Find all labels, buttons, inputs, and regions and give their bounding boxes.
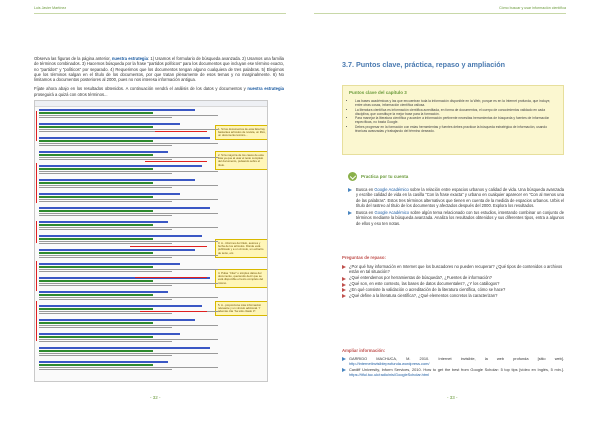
result-source-line — [39, 126, 153, 128]
callout-arrow — [130, 246, 207, 247]
running-header-left: Luis Javier Martínez — [34, 6, 67, 10]
result-entry[interactable] — [39, 347, 229, 357]
result-source-line — [39, 238, 153, 240]
key-points-title: Puntos clave del capítulo 3 — [349, 90, 407, 95]
search-results-screenshot — [34, 100, 268, 382]
result-snippet-line — [39, 213, 218, 214]
highlight-marker — [36, 261, 37, 291]
highlight-marker — [36, 163, 37, 203]
result-snippet-line — [39, 327, 172, 328]
callout-3: 3. A - informes del título, autores y fecha de los artículos. Dónde está publicado y a un vínculo, un extracto de texto, etc. — [215, 239, 268, 258]
result-snippet-line — [39, 297, 218, 298]
key-point: • Las bases académicas y las que encuentran toda la información disponible en la Web, porque es en la Internet profunda, que incluye, entre otras cosas, información científica valiosa. — [355, 99, 557, 107]
result-snippet-line — [39, 215, 172, 216]
further-info-title: Ampliar información: — [342, 348, 386, 353]
result-title-line[interactable] — [39, 221, 168, 223]
result-source-line — [39, 280, 153, 282]
result-snippet-line — [39, 115, 218, 116]
result-title-line[interactable] — [39, 193, 180, 195]
result-entry[interactable] — [39, 179, 229, 189]
result-source-line — [39, 294, 153, 296]
result-snippet-line — [39, 173, 172, 174]
result-snippet-line — [39, 117, 172, 118]
result-title-line[interactable] — [39, 109, 195, 111]
google-scholar-link[interactable]: Google Académico — [374, 187, 409, 192]
page-number-left: - 32 - — [150, 395, 161, 400]
result-snippet-line — [39, 283, 218, 284]
result-title-line[interactable] — [39, 179, 195, 181]
result-snippet-line — [39, 227, 218, 228]
intro-paragraph: Observa las figuras de la página anterior, nuestra estrategia: 1) Usamos el formulario de búsqueda avanzada. 2) Usamos una familia de términos combinados. 3) Hacemos búsqueda por la frase “partidos políticos” para los documentos que incluyan ese término exacto, no “partidos” y “políticos” por separado. 4) Requerimos que los documentos tengan alguno cualquiera de tres palabras. 5) Elegimos que los términos salgan en el título de los documentos, por que tratan plenamente de esos temas y no marginalmente. 6) No limitamos a documentos posteriores al 2000, pues no nos interesa información antigua. — [34, 56, 284, 83]
result-source-line — [39, 224, 153, 226]
result-entry[interactable] — [39, 305, 229, 315]
result-source-line — [39, 182, 153, 184]
result-snippet-line — [39, 229, 172, 230]
result-entry[interactable] — [39, 277, 229, 287]
result-entry[interactable] — [39, 235, 229, 245]
highlight-marker — [36, 301, 37, 341]
result-snippet-line — [39, 143, 218, 144]
result-snippet-line — [39, 299, 172, 300]
result-title-line[interactable] — [39, 319, 195, 321]
review-question: ¿En qué consiste la validación o acreditación de la literatura científica, cómo se hace? — [342, 287, 564, 292]
result-source-line — [39, 112, 153, 114]
result-snippet-line — [39, 129, 218, 130]
result-snippet-line — [39, 187, 172, 188]
result-entry[interactable] — [39, 221, 229, 231]
result-entry[interactable] — [39, 137, 229, 147]
result-title-line[interactable] — [39, 305, 202, 307]
review-questions-title: Preguntas de repaso: — [342, 255, 386, 260]
review-questions-list — [342, 264, 564, 299]
result-snippet-line — [39, 243, 172, 244]
left-page-text — [34, 56, 284, 101]
practice-item-2: Busca en Google Académico sobre algún tema relacionado con tus estudios, intentando combinar un conjunto de términos mediante la búsqueda avanzada. Analiza los resultados obtenidos y sus diferentes tipos, entra a algunos de ellos y eso ten notas. — [348, 210, 564, 226]
result-snippet-line — [39, 157, 218, 158]
result-source-line — [39, 308, 153, 310]
key-points-list — [349, 99, 557, 133]
result-title-line[interactable] — [39, 165, 202, 167]
running-header-right: Cómo buscar y usar información científica — [499, 6, 566, 10]
result-snippet-line — [39, 269, 218, 270]
section-title: 3.7. Puntos clave, práctica, repaso y ampliación — [342, 60, 505, 69]
result-entry[interactable] — [39, 207, 229, 217]
further-info-list — [342, 356, 564, 377]
key-points-box — [342, 85, 564, 155]
result-snippet-line — [39, 325, 218, 326]
practice-title: Practica por tu cuenta — [361, 174, 409, 179]
result-entry[interactable] — [39, 333, 229, 343]
google-scholar-link-2[interactable]: Google Académico — [374, 210, 410, 216]
result-snippet-line — [39, 367, 218, 368]
page-number-right: - 33 - — [447, 395, 458, 400]
callout-1: 1. Si los documentos de esta lista hay bastantes artículos de revista, un libro, un documento técnico... — [215, 125, 268, 140]
result-title-line[interactable] — [39, 151, 168, 153]
result-title-line[interactable] — [39, 347, 210, 349]
result-source-line — [39, 322, 153, 324]
result-entry[interactable] — [39, 361, 229, 371]
review-question: ¿Qué define a la literatura científica?, ¿Qué elementos concretos la caracterizan? — [342, 293, 564, 298]
result-source-line — [39, 154, 153, 156]
result-source-line — [39, 210, 153, 212]
result-snippet-line — [39, 369, 172, 370]
result-entry[interactable] — [39, 249, 229, 259]
result-source-line — [39, 266, 153, 268]
result-entry[interactable] — [39, 319, 229, 329]
key-point: • Para manejar la literatura científica y acceder a información pertinente necesitas herramientas de búsqueda y fuentes de información específicas, no basta Google. — [355, 116, 557, 124]
result-title-line[interactable] — [39, 137, 210, 139]
strategy-link[interactable]: nuestra estrategia — [111, 56, 148, 61]
result-snippet-line — [39, 159, 172, 160]
reference-link-1[interactable]: http://internetinvisibleprofunda.wordpress.com/ — [349, 361, 430, 367]
result-source-line — [39, 336, 153, 338]
result-entry[interactable] — [39, 263, 229, 273]
review-question: ¿Por qué hay información en Internet que los buscadores no pueden recuperar? ¿Qué tipos de contenidos o archivos están en tal situación? — [342, 264, 564, 275]
callout-arrow — [145, 161, 207, 162]
result-title-line[interactable] — [39, 249, 195, 251]
result-snippet-line — [39, 131, 172, 132]
result-source-line — [39, 350, 153, 352]
result-entry[interactable] — [39, 151, 229, 161]
review-question: ¿Qué son, en este contexto, las bases de datos documentales?, ¿Y los catálogos? — [342, 281, 564, 286]
result-entry[interactable] — [39, 165, 229, 175]
results-toolbar — [35, 101, 267, 107]
result-title-line[interactable] — [39, 235, 202, 237]
key-point: • La literatura científica es información científica acreditada, en forma de documentos, el cuerpo de conocimientos validado en cada disciplina, que constituye la mejor base para la formación. — [355, 108, 557, 116]
result-title-line[interactable] — [39, 123, 180, 125]
result-snippet-line — [39, 313, 172, 314]
result-snippet-line — [39, 185, 218, 186]
result-source-line — [39, 364, 153, 366]
result-snippet-line — [39, 255, 218, 256]
result-source-line — [39, 252, 153, 254]
callout-2: 2. Si la mayoría de los casos de esta lista ya que al usar el texto completo del documento, pulsando sobre el título. — [215, 151, 268, 170]
result-snippet-line — [39, 353, 218, 354]
header-rule-right — [314, 13, 566, 14]
key-point: • Debes progresar en la formación con estas herramientas y fuentes debes practicar la búsqueda estratégica de información, usando técnicas avanzadas y trabajando del término deseado. — [355, 125, 557, 133]
result-snippet-line — [39, 257, 172, 258]
callout-arrow — [155, 131, 207, 132]
result-title-line[interactable] — [39, 333, 180, 335]
practice-section — [348, 172, 564, 228]
result-snippet-line — [39, 285, 172, 286]
strategy-link-2[interactable]: nuestra estrategia — [247, 86, 284, 92]
result-snippet-line — [39, 271, 172, 272]
result-snippet-line — [39, 145, 172, 146]
result-entry[interactable] — [39, 291, 229, 301]
result-snippet-line — [39, 241, 218, 242]
result-source-line — [39, 196, 153, 198]
result-source-line — [39, 140, 153, 142]
result-entry[interactable] — [39, 193, 229, 203]
result-source-line — [39, 168, 153, 170]
result-entry[interactable] — [39, 109, 229, 119]
result-snippet-line — [39, 171, 218, 172]
result-snippet-line — [39, 341, 172, 342]
result-snippet-line — [39, 199, 218, 200]
check-circle-icon — [348, 172, 357, 181]
reference-link-2[interactable]: https://tiful.tuc.uk/radio/nis/GoogleScholar.html — [349, 371, 430, 377]
review-question: ¿Qué entendemos por herramientas de búsqueda?, ¿Fuentes de información? — [342, 275, 564, 280]
callout-arrow — [135, 277, 207, 278]
callout-4: 4. Pulsa “Citar” o simples datos del documento, queriendo decir que se está disponible el texto completo del mismo. — [215, 269, 268, 288]
result-snippet-line — [39, 355, 172, 356]
result-title-line[interactable] — [39, 361, 168, 363]
reference-item-2: Cardiff University, Inform Services, 2010. How to get the best from Google Scholar: 5 top tips [vídeo en Inglés, 5 min.]. https://tiful.tuc.uk/radio/nis/GoogleScholar.html — [342, 367, 564, 377]
highlight-marker — [36, 221, 37, 243]
practice-item-1: Busca en Google Académico sobre la relación entre espacios urbanos y calidad de vida. Una búsqueda avanzada y escribe calidad de vida en la casilla “Con la frase exacta” y urbano en cualquier aparecer en “Con al menos una de las palabras”. Estos tres términos alternativos que tienen en cuenta de la medida de espacios urbanos. Urbis el título del rastreo al título de los documentos y afectados después del 2000. Explora los resultados. — [348, 187, 564, 208]
result-title-line[interactable] — [39, 291, 168, 293]
header-rule-left — [34, 13, 286, 14]
practice-header — [348, 172, 564, 181]
result-snippet-line — [39, 339, 218, 340]
reference-item-1: GARRIDO MACHUCA, M. 2010. Internet invisible, la web profunda [sitio web]. http://internetinvisibleprofunda.wordpress.com/ — [342, 356, 564, 366]
highlight-marker — [36, 111, 37, 141]
result-title-line[interactable] — [39, 263, 180, 265]
callout-arrow — [140, 311, 207, 312]
result-title-line[interactable] — [39, 207, 210, 209]
results-paragraph: Fíjate ahora abajo en los resultados obtenidos. A continuación vendrá el análisis de los datos y documentos y nuestra estrategia proseguirá a quizá con otros términos... — [34, 86, 284, 97]
result-snippet-line — [39, 201, 172, 202]
callout-5: 5. A - proporciona más información relevante y un vínculo adicional. Y además cita “ha sido citado 3”. — [215, 301, 268, 316]
